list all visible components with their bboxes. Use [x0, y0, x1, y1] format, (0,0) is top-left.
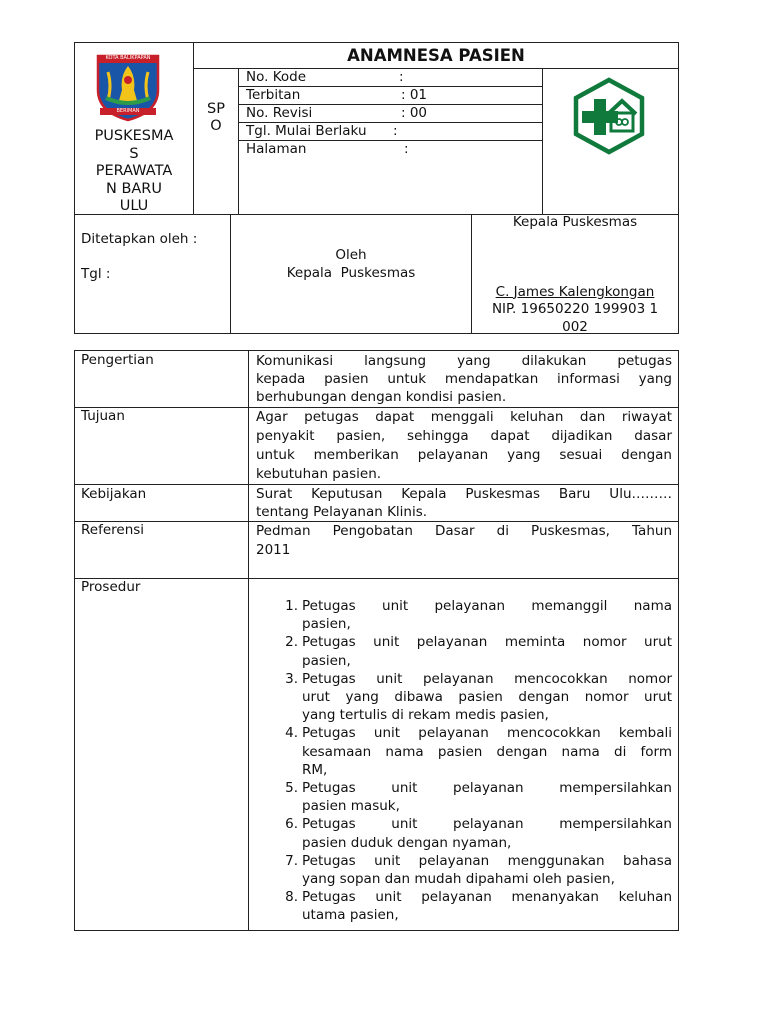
list-item	[278, 670, 672, 725]
list-number: 4.	[285, 725, 298, 742]
pengertian-text	[256, 352, 672, 407]
list-item	[278, 852, 672, 888]
list-line: Petugas unit pelayanan mencocokkan nomor	[302, 670, 672, 687]
meta-label: Halaman	[246, 141, 307, 157]
org-line: PUSKESMA	[94, 128, 174, 144]
list-line: kesamaan nama pasien dengan nama di form	[302, 743, 672, 760]
list-line: Petugas unit pelayanan menggunakan bahasa	[302, 852, 672, 869]
list-line: urut yang dibawa pasien dengan nomor urut	[302, 689, 672, 706]
list-line: Petugas unit pelayanan menanyakan keluhan	[302, 889, 672, 906]
org-line: N BARU	[105, 180, 162, 197]
nip-line: NIP. 19650220 199903 1	[491, 301, 659, 317]
section-label-pengertian: Pengertian	[81, 352, 154, 368]
meta-label: No. Revisi	[246, 105, 313, 121]
list-line: yang sopan dan mudah dipahami oleh pasien,	[302, 871, 615, 888]
list-line: yang tertulis di rekam medis pasien,	[302, 707, 549, 724]
text-line: kebutuhan pasien.	[256, 466, 382, 482]
text-line: penyakit pasien, sehingga dapat dijadikan dasar	[256, 428, 672, 444]
kepala-title: Kepala Puskesmas	[512, 214, 638, 230]
text-line: untuk memberikan pelayanan yang sesuai dengan	[256, 447, 672, 463]
crest-text-bottom: BERIMAN	[116, 108, 140, 114]
list-line: utama pasien,	[302, 907, 399, 924]
list-number: 5.	[285, 780, 298, 797]
meta-label: No. Kode	[246, 69, 307, 85]
list-number: 2.	[285, 634, 298, 651]
list-number: 6.	[285, 816, 298, 833]
list-item	[278, 633, 672, 669]
puskesmas-logo	[570, 77, 648, 155]
list-line: pasien,	[302, 652, 351, 669]
text-line: Komunikasi langsung yang dilakukan petugas	[256, 353, 672, 369]
org-line: PERAWATA	[95, 163, 173, 179]
meta-value: :	[399, 69, 404, 85]
org-line: S	[129, 145, 139, 162]
list-number: 7.	[285, 852, 298, 869]
text-line: kepada pasien untuk mendapatkan informasi yang	[256, 371, 672, 388]
org-line: ULU	[119, 198, 149, 214]
meta-value: :	[393, 123, 398, 139]
text-line: Agar petugas dapat menggali keluhan dan riwayat	[256, 409, 672, 425]
oleh-block	[231, 247, 471, 282]
org-name	[76, 128, 192, 216]
kebijakan-text	[256, 486, 672, 521]
list-item	[278, 815, 672, 851]
list-line: Petugas unit pelayanan mempersilahkan	[302, 816, 672, 833]
signatory-name: C. James Kalengkongan	[495, 283, 655, 300]
referensi-text	[256, 522, 672, 560]
meta-value: :	[404, 141, 409, 157]
tujuan-text	[256, 408, 672, 484]
list-line: Petugas unit pelayanan mempersilahkan	[302, 780, 672, 797]
list-number: 3.	[285, 670, 298, 687]
tgl-label: Tgl :	[81, 266, 111, 282]
crest-text-top: KOTA BALIKPAPAN	[105, 55, 151, 61]
spo-line: O	[210, 118, 222, 134]
procedure-list	[278, 597, 672, 925]
list-number: 1.	[285, 598, 298, 614]
list-number: 8.	[285, 889, 298, 906]
spo-line: SP	[207, 101, 225, 117]
list-line: RM,	[302, 761, 328, 778]
text-line: Pedman Pengobatan Dasar di Puskesmas, Tahun	[256, 523, 672, 539]
meta-value: : 00	[401, 105, 428, 121]
section-label-prosedur: Prosedur	[81, 579, 141, 595]
list-line: Petugas unit pelayanan meminta nomor urut	[302, 634, 672, 651]
list-line: pasien masuk,	[302, 798, 400, 815]
kepala-label: Kepala Puskesmas	[286, 264, 416, 281]
section-label-tujuan: Tujuan	[81, 408, 125, 424]
text-line: Surat Keputusan Kepala Puskesmas Baru Ulu………	[256, 486, 672, 502]
meta-label: Terbitan	[246, 87, 301, 103]
nip-line: 002	[562, 318, 588, 335]
meta-label: Tgl. Mulai Berlaku	[246, 123, 367, 139]
text-line: tentang Pelayanan Klinis.	[256, 503, 428, 520]
text-line: 2011	[256, 542, 291, 558]
list-item	[278, 597, 672, 633]
list-item	[278, 724, 672, 779]
oleh-label: Oleh	[335, 247, 367, 263]
meta-value: : 01	[401, 87, 428, 103]
section-label-kebijakan: Kebijakan	[81, 486, 147, 502]
city-crest-logo	[94, 50, 162, 122]
list-item	[278, 779, 672, 815]
list-item	[278, 888, 672, 924]
document-title: ANAMNESA PASIEN	[347, 46, 525, 65]
section-label-referensi: Referensi	[81, 522, 145, 538]
signature-block	[472, 214, 678, 336]
list-line: pasien,	[302, 616, 351, 633]
text-line: berhubungan dengan kondisi pasien.	[256, 389, 507, 406]
spo-label	[194, 101, 238, 135]
list-line: pasien duduk dengan nyaman,	[302, 834, 512, 851]
list-line: Petugas unit pelayanan memanggil nama	[302, 598, 672, 614]
list-line: Petugas unit pelayanan mencocokkan kembali	[302, 725, 672, 742]
ditetapkan-label: Ditetapkan oleh :	[81, 231, 198, 247]
